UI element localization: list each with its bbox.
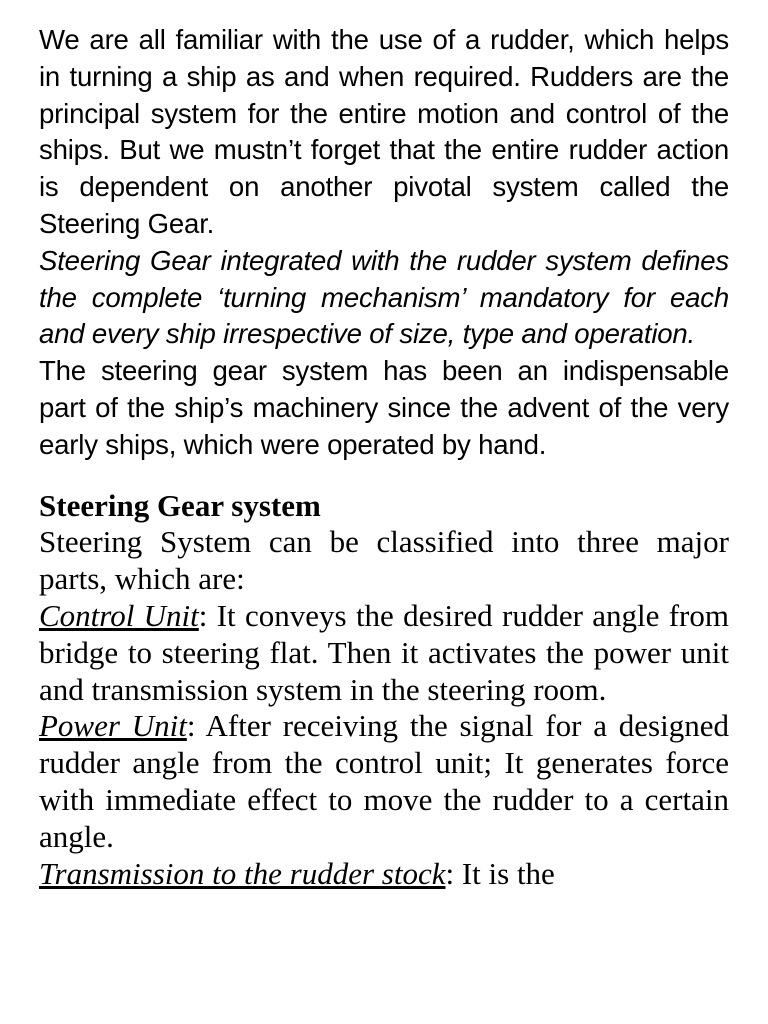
power-unit-item [39,708,729,855]
power-unit-term: Power Unit [39,708,187,744]
control-unit-item [39,598,729,708]
intro-paragraph-1: We are all familiar with the use of a rudder, which helps in turning a ship as and when required. Rudders are the principal system for the entire motion and control of the ships. But we mustn’t forget that the entire rudder action is dependent on another pivotal system called the Steering Gear. [39,24,729,239]
intro-paragraph-2: Steering Gear integrated with the rudder system defines the complete ‘turning mechanism’ mandatory for each and every ship irrespective of size, type and operation. [39,244,729,350]
intro-paragraph-3: The steering gear system has been an indispensable part of the ship’s machinery since the advent of the very early ships, which were operated by hand. [39,355,729,460]
document-page [39,22,729,892]
section-lead: Steering System can be classified into three major parts, which are: [39,524,729,597]
control-unit-description: : It conveys the desired rudder angle from bridge to steering flat. Then it activates the power unit and transmission system in the steering room. [39,597,729,707]
transmission-description: : It is the [445,855,555,891]
control-unit-term: Control Unit [39,597,199,633]
section-heading: Steering Gear system [39,487,321,523]
transmission-item [39,856,729,893]
power-unit-description: : After receiving the signal for a designed rudder angle from the control unit; It generates force with immediate effect to move the rudder to a certain angle. [39,708,729,854]
transmission-term: Transmission to the rudder stock [39,855,446,891]
